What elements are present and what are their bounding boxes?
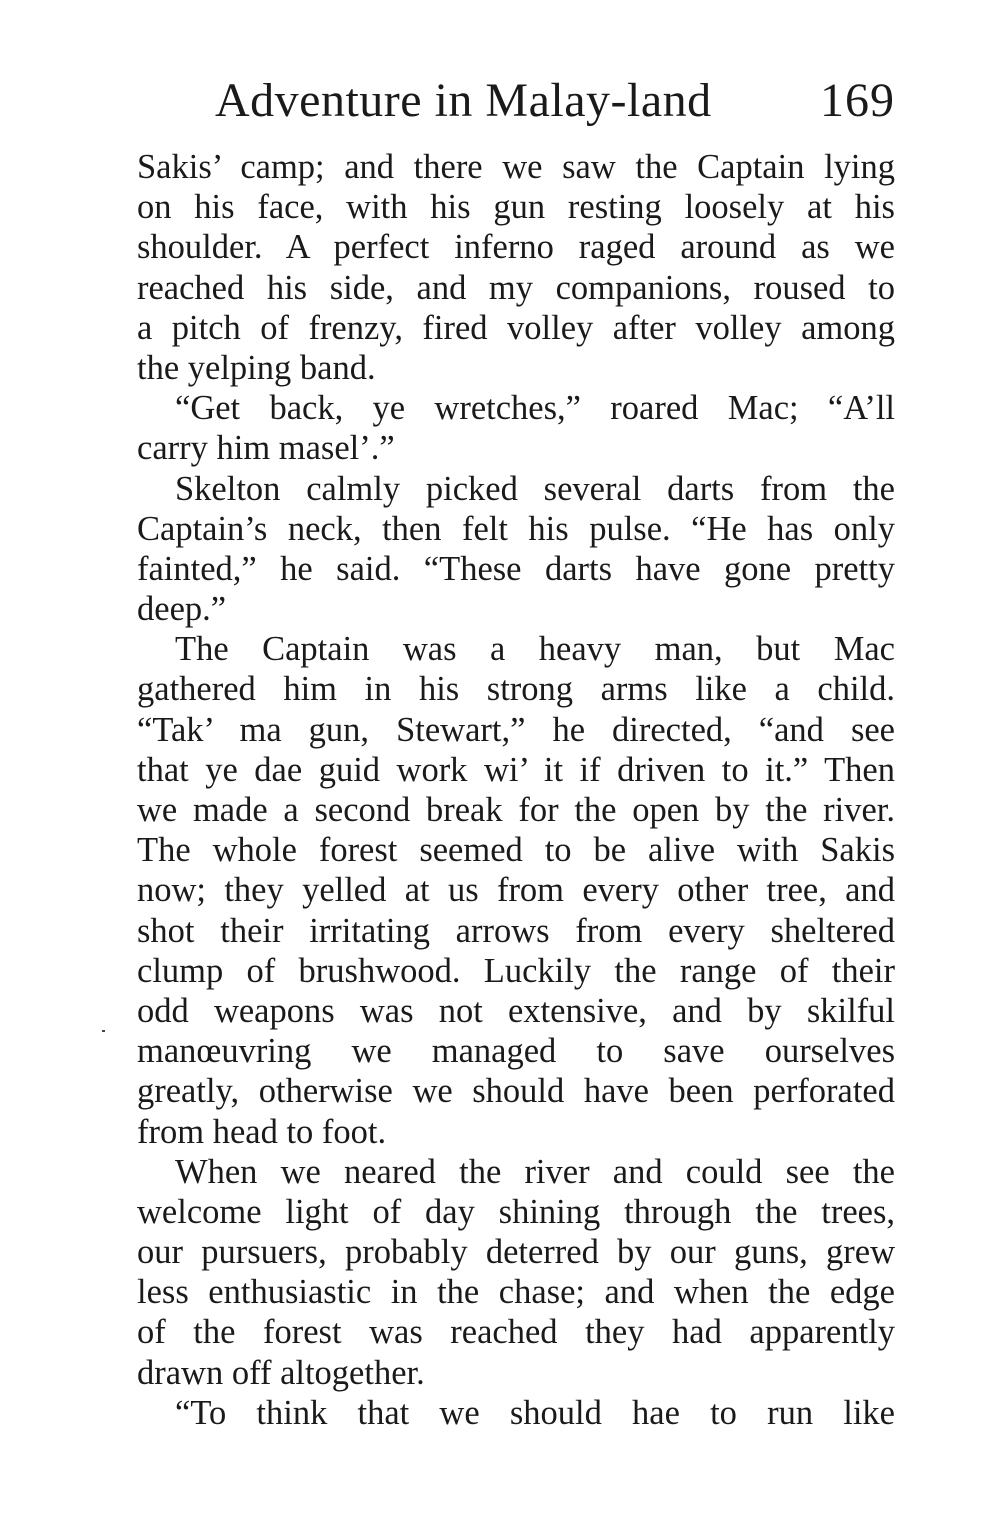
running-title: Adventure in Malay-land	[215, 74, 712, 127]
text-line: shoulder. A perfect inferno raged around as we	[137, 228, 895, 267]
page-number: 169	[820, 74, 895, 127]
text-line: odd weapons was not extensive, and by skilful	[137, 991, 895, 1030]
running-head	[137, 70, 895, 140]
text-line: “Get back, ye wretches,” roared Mac; “A’ll	[175, 389, 895, 428]
text-line: our pursuers, probably deterred by our guns, grew	[137, 1233, 895, 1272]
text-line: “Tak’ ma gun, Stewart,” he directed, “and see	[137, 710, 895, 749]
text-line: greatly, otherwise we should have been perforated	[137, 1072, 895, 1111]
text-line: fainted,” he said. “These darts have gone pretty	[137, 549, 895, 588]
text-line: carry him masel’.”	[137, 429, 395, 468]
text-line: gathered him in his strong arms like a child.	[137, 670, 895, 709]
text-line: shot their irritating arrows from every sheltered	[137, 911, 895, 950]
text-line: we made a second break for the open by the river.	[137, 791, 895, 829]
body-text	[137, 147, 895, 1433]
text-line: Captain’s neck, then felt his pulse. “He has only	[137, 509, 895, 548]
text-line: “To think that we should hae to run like	[175, 1393, 895, 1432]
text-line: The Captain was a heavy man, but Mac	[175, 630, 895, 669]
margin-speck	[102, 1030, 105, 1032]
text-line: manœuvring we managed to save ourselves	[137, 1032, 895, 1071]
text-line: of the forest was reached they had apparently	[137, 1313, 895, 1352]
text-line: welcome light of day shining through the trees,	[137, 1192, 895, 1231]
text-line: The whole forest seemed to be alive with Sakis	[137, 831, 895, 870]
text-line: When we neared the river and could see the	[175, 1152, 895, 1191]
text-line: drawn off altogether.	[137, 1353, 425, 1392]
text-line: less enthusiastic in the chase; and when the edge	[137, 1273, 895, 1312]
text-line: deep.”	[137, 590, 227, 629]
text-line: that ye dae guid work wi’ it if driven to it.” Then	[137, 750, 895, 789]
text-line: clump of brushwood. Luckily the range of their	[137, 951, 895, 990]
text-line: now; they yelled at us from every other tree, and	[137, 871, 895, 910]
text-line: from head to foot.	[137, 1112, 387, 1151]
text-line: Skelton calmly picked several darts from the	[175, 469, 895, 508]
text-line: Sakis’ camp; and there we saw the Captain lying	[137, 148, 895, 186]
text-line: the yelping band.	[137, 348, 376, 387]
text-line: a pitch of frenzy, fired volley after volley among	[137, 308, 895, 347]
text-line: reached his side, and my companions, roused to	[137, 268, 895, 307]
text-line: on his face, with his gun resting loosely at his	[137, 188, 895, 227]
